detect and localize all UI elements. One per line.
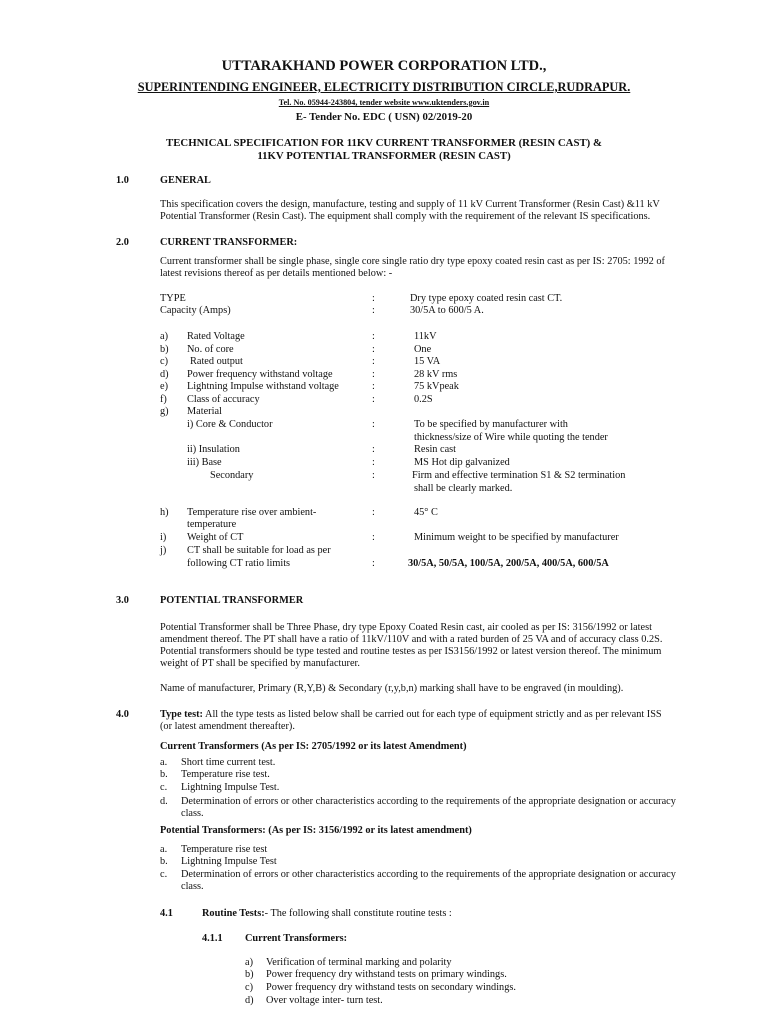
spec-label: No. of core: [187, 344, 234, 355]
org-name: UTTARAKHAND POWER CORPORATION LTD.,: [221, 58, 547, 74]
spec-label: Rated output: [190, 356, 243, 367]
list-marker: a): [245, 957, 253, 968]
material-label-secondary: Secondary: [210, 470, 254, 481]
spec-label: Lightning Impulse withstand voltage: [187, 381, 339, 392]
spec-value: 0.2S: [414, 394, 433, 405]
list-item: Temperature rise test: [181, 844, 268, 855]
contact-line: Tel. No. 05944-243804, tender website www.uktenders.gov.in: [278, 98, 490, 107]
list-item: Power frequency dry withstand tests on secondary windings.: [266, 982, 516, 993]
material-value-base: MS Hot dip galvanized: [414, 457, 510, 468]
section-heading: GENERAL: [160, 175, 211, 186]
list-marker: b.: [160, 856, 168, 867]
list-marker: a.: [160, 844, 168, 855]
list-marker: d): [245, 995, 254, 1006]
routine-tests-lead: Routine Tests:: [202, 908, 265, 919]
list-marker: d.: [160, 796, 168, 807]
spec-value: 15 VA: [414, 356, 441, 367]
pt-test-heading: Potential Transformers: (As per IS: 3156/1992 or its latest amendment): [160, 825, 472, 836]
type-test-lead: Type test:: [160, 709, 203, 720]
spec-label: Temperature rise over ambient-: [187, 507, 317, 518]
list-item: Over voltage inter- turn test.: [266, 995, 383, 1006]
section-heading: POTENTIAL TRANSFORMER: [160, 595, 304, 606]
paragraph-line: (or latest amendment thereafter).: [160, 721, 295, 732]
list-item: Verification of terminal marking and polarity: [266, 957, 452, 968]
spec-marker: e): [160, 381, 168, 392]
ct-ratio-limits: 30/5A, 50/5A, 100/5A, 200/5A, 400/5A, 600/5A: [408, 558, 609, 569]
material-value-core-cont: thickness/size of Wire while quoting the tender: [414, 432, 608, 443]
spec-marker: i): [160, 532, 167, 543]
paragraph-line: Name of manufacturer, Primary (R,Y,B) & Secondary (r,y,b,n) marking shall have to be engraved (in moulding).: [160, 683, 624, 694]
doc-title-line-2: 11KV POTENTIAL TRANSFORMER (RESIN CAST): [257, 150, 511, 162]
list-marker: a.: [160, 757, 168, 768]
spec-marker: h): [160, 507, 169, 518]
subsection-number: 4.1.1: [202, 933, 223, 944]
spec-marker: b): [160, 344, 169, 355]
material-label-base: iii) Base: [187, 457, 222, 468]
paragraph-line: [160, 709, 662, 721]
routine-tests-text: - The following shall constitute routine tests :: [264, 908, 452, 919]
list-item: Temperature rise test.: [181, 769, 270, 780]
spec-label: Power frequency withstand voltage: [187, 369, 333, 380]
spec-colon: :: [372, 293, 375, 304]
section-number: 2.0: [116, 237, 129, 248]
doc-title-line-1: TECHNICAL SPECIFICATION FOR 11KV CURRENT TRANSFORMER (RESIN CAST) &: [166, 137, 602, 149]
list-marker: c.: [160, 869, 168, 880]
paragraph-line: [202, 908, 452, 920]
spec-colon: :: [372, 356, 375, 367]
material-label-core: i) Core & Conductor: [187, 419, 273, 430]
spec-colon: :: [372, 344, 375, 355]
list-marker: c.: [160, 782, 168, 793]
list-item: Lightning Impulse Test: [181, 856, 277, 867]
section-heading: CURRENT TRANSFORMER:: [160, 237, 298, 248]
spec-colon: :: [372, 419, 375, 430]
paragraph-line: This specification covers the design, manufacture, testing and supply of 11 kV Current Transformer (Resin Cast) &11 kV: [160, 199, 660, 210]
material-value-secondary-cont: shall be clearly marked.: [414, 483, 513, 494]
list-item: Lightning Impulse Test.: [181, 782, 280, 793]
ct-test-heading: Current Transformers (As per IS: 2705/1992 or its latest Amendment): [160, 741, 467, 752]
material-value-core: To be specified by manufacturer with: [414, 419, 568, 430]
spec-value: Minimum weight to be specified by manufacturer: [414, 532, 619, 543]
spec-colon: :: [372, 457, 375, 468]
list-item-cont: class.: [181, 808, 204, 819]
office-name: SUPERINTENDING ENGINEER, ELECTRICITY DISTRIBUTION CIRCLE,RUDRAPUR.: [137, 80, 631, 94]
list-marker: b): [245, 969, 254, 980]
list-item: Power frequency dry withstand tests on primary windings.: [266, 969, 507, 980]
list-item: Determination of errors or other characteristics according to the requirements of the appropriate designation or accuracy: [181, 869, 676, 880]
spec-marker: a): [160, 331, 168, 342]
subsection-heading: Current Transformers:: [245, 933, 348, 944]
list-item: Short time current test.: [181, 757, 276, 768]
paragraph-line: Potential Transformer (Resin Cast). The equipment shall comply with the requirement of the relevant IS specifications.: [160, 211, 651, 222]
spec-value: 75 kVpeak: [414, 381, 459, 392]
subsection-number: 4.1: [160, 908, 173, 919]
spec-value-type: Dry type epoxy coated resin cast CT.: [410, 293, 563, 304]
material-value-secondary: Firm and effective termination S1 & S2 termination: [412, 470, 626, 481]
list-item-cont: class.: [181, 881, 204, 892]
spec-marker: f): [160, 394, 167, 405]
material-label-insulation: ii) Insulation: [187, 444, 240, 455]
spec-label-cont: following CT ratio limits: [187, 558, 291, 569]
paragraph-line: Potential transformers should be type tested and routine testes as per IS3156/1992 or latest version thereof. The minimum: [160, 646, 662, 657]
spec-label: CT shall be suitable for load as per: [187, 545, 331, 556]
spec-label: Class of accuracy: [187, 394, 260, 405]
spec-marker: d): [160, 369, 169, 380]
paragraph-line: latest revisions thereof as per details mentioned below: -: [160, 268, 393, 279]
section-number: 4.0: [116, 709, 129, 720]
spec-label: Material: [187, 406, 222, 417]
spec-value: 28 kV rms: [414, 369, 458, 380]
list-item: Determination of errors or other characteristics according to the requirements of the appropriate designation or accuracy: [181, 796, 676, 807]
spec-label: Weight of CT: [187, 532, 244, 543]
spec-colon: :: [372, 394, 375, 405]
spec-value: One: [414, 344, 432, 355]
paragraph-line: weight of PT shall be specified by manufacturer.: [160, 658, 360, 669]
section-number: 1.0: [116, 175, 129, 186]
spec-colon: :: [372, 558, 375, 569]
type-test-text: All the type tests as listed below shall be carried out for each type of equipment strictly and as per relevant ISS: [203, 709, 662, 720]
paragraph-line: Current transformer shall be single phase, single core single ratio dry type epoxy coated resin cast as per IS: 2705: 1992 of: [160, 256, 665, 267]
spec-marker: j): [160, 545, 167, 556]
paragraph-line: amendment thereof. The PT shall have a ratio of 11kV/110V and with a rated burden of 25 VA and of accuracy class 0.2S.: [160, 634, 663, 645]
spec-colon: :: [372, 369, 375, 380]
spec-colon: :: [372, 507, 375, 518]
spec-value: 11kV: [414, 331, 437, 342]
spec-label-cont: temperature: [187, 519, 237, 530]
spec-colon: :: [372, 305, 375, 316]
tender-number: E- Tender No. EDC ( USN) 02/2019-20: [295, 111, 473, 123]
spec-label-capacity: Capacity (Amps): [160, 305, 231, 316]
material-value-insulation: Resin cast: [414, 444, 457, 455]
spec-colon: :: [372, 381, 375, 392]
list-marker: c): [245, 982, 253, 993]
spec-value-capacity: 30/5A to 600/5 A.: [410, 305, 484, 316]
spec-marker: c): [160, 356, 168, 367]
spec-colon: :: [372, 470, 375, 481]
spec-label-type: TYPE: [160, 293, 186, 304]
spec-colon: :: [372, 444, 375, 455]
spec-colon: :: [372, 331, 375, 342]
spec-label: Rated Voltage: [187, 331, 245, 342]
spec-colon: :: [372, 532, 375, 543]
spec-marker: g): [160, 406, 169, 417]
list-marker: b.: [160, 769, 168, 780]
spec-value: 45° C: [414, 507, 438, 518]
paragraph-line: Potential Transformer shall be Three Phase, dry type Epoxy Coated Resin cast, air cooled as per IS: 3156/1992 or latest: [160, 622, 652, 633]
section-number: 3.0: [116, 595, 129, 606]
